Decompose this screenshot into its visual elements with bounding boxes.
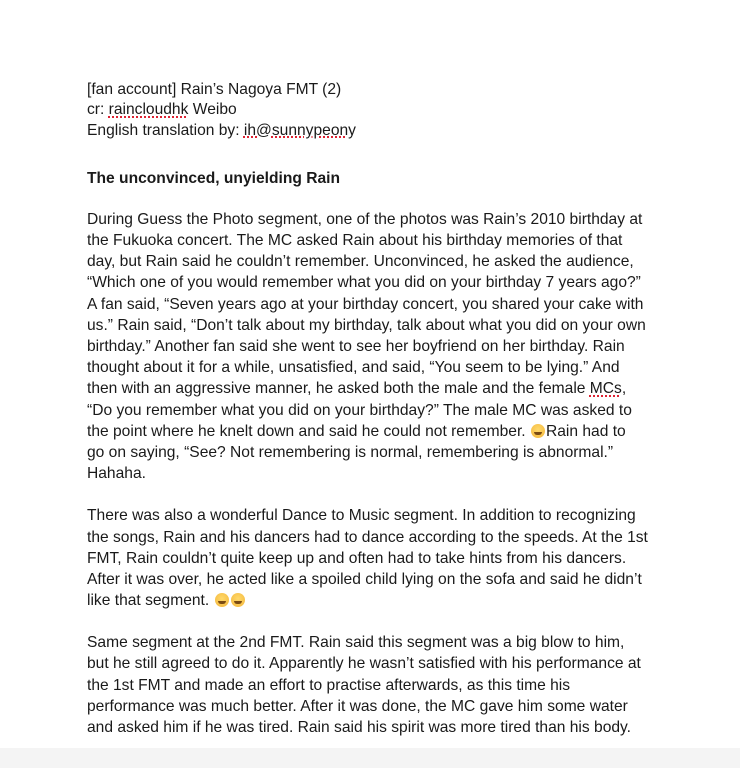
paragraph-line: the songs, Rain and his dancers had to dance according to the speeds. At the 1st	[87, 528, 648, 546]
paragraph-line: thought about it for a while, unsatisfied, and said, “You seem to be lying.” And	[87, 359, 620, 377]
paragraph-1	[87, 209, 687, 484]
paragraph-line	[87, 421, 687, 442]
paragraph-2	[87, 505, 687, 611]
paragraph-line: There was also a wonderful Dance to Music segment. In addition to recognizing	[87, 507, 636, 525]
credit-label: cr:	[87, 101, 109, 119]
document-header	[87, 80, 687, 141]
translator-handle: ih@sunnypeony	[243, 121, 356, 139]
paragraph-line: day, but Rain said he couldn’t remember. Unconvinced, he asked the audience,	[87, 253, 634, 271]
line-text: then with an aggressive manner, he asked both the male and the female	[87, 380, 590, 398]
page-bottom-margin	[0, 748, 740, 768]
paragraph-line: the Fukuoka concert. The MC asked Rain about his birthday memories of that	[87, 232, 623, 250]
paragraph-3	[87, 632, 687, 738]
section-heading: The unconvinced, unyielding Rain	[87, 169, 340, 187]
paragraph-line: but he still agreed to do it. Apparently he wasn’t satisfied with his performance at	[87, 655, 641, 673]
paragraph-line: the 1st FMT and made an effort to practise afterwards, as this time his	[87, 676, 571, 694]
credit-platform: Weibo	[188, 101, 237, 119]
document-body	[87, 80, 687, 738]
paragraph-line: performance was much better. After it was done, the MC gave him some water	[87, 697, 628, 715]
paragraph-line: birthday.” Another fan said she went to see her boyfriend on her birthday. Rain	[87, 338, 625, 356]
paragraph-line: go on saying, “See? Not remembering is normal, remembering is abnormal.”	[87, 443, 614, 461]
line-text: like that segment.	[87, 592, 214, 610]
grinning-squinting-face-icon	[215, 593, 229, 607]
line-text: the point where he knelt down and said he could not remember.	[87, 422, 530, 440]
grinning-squinting-face-icon	[231, 593, 245, 607]
post-title: [fan account] Rain’s Nagoya FMT (2)	[87, 81, 342, 98]
line-text: ,	[621, 380, 627, 398]
paragraph-line: “Which one of you would remember what you did on your birthday 7 years ago?”	[87, 274, 641, 292]
paragraph-line: and asked him if he was tired. Rain said his spirit was more tired than his body.	[87, 719, 632, 737]
credit-line	[87, 100, 687, 120]
paragraph-line: A fan said, “Seven years ago at your birthday concert, you shared your cake with	[87, 295, 644, 313]
paragraph-line	[87, 378, 687, 399]
paragraph-line	[87, 590, 687, 611]
translation-label: English translation by:	[87, 121, 244, 139]
paragraph-line: After it was over, he acted like a spoiled child lying on the sofa and said he didn’t	[87, 570, 642, 588]
paragraph-line: Hahaha.	[87, 465, 146, 483]
grinning-squinting-face-icon	[531, 424, 545, 438]
credit-source: raincloudhk	[108, 101, 189, 119]
line-text: Rain had to	[545, 422, 626, 440]
paragraph-line: FMT, Rain couldn’t quite keep up and often had to take hints from his dancers.	[87, 549, 627, 567]
misspelled-word: MCs	[589, 380, 622, 398]
paragraph-line: “Do you remember what you did on your birthday?” The male MC was asked to	[87, 401, 632, 419]
paragraph-line: During Guess the Photo segment, one of the photos was Rain’s 2010 birthday at	[87, 210, 643, 228]
paragraph-line: us.” Rain said, “Don’t talk about my birthday, talk about what you did on your own	[87, 316, 646, 334]
paragraph-line: Same segment at the 2nd FMT. Rain said this segment was a big blow to him,	[87, 634, 625, 652]
translation-line	[87, 121, 687, 141]
